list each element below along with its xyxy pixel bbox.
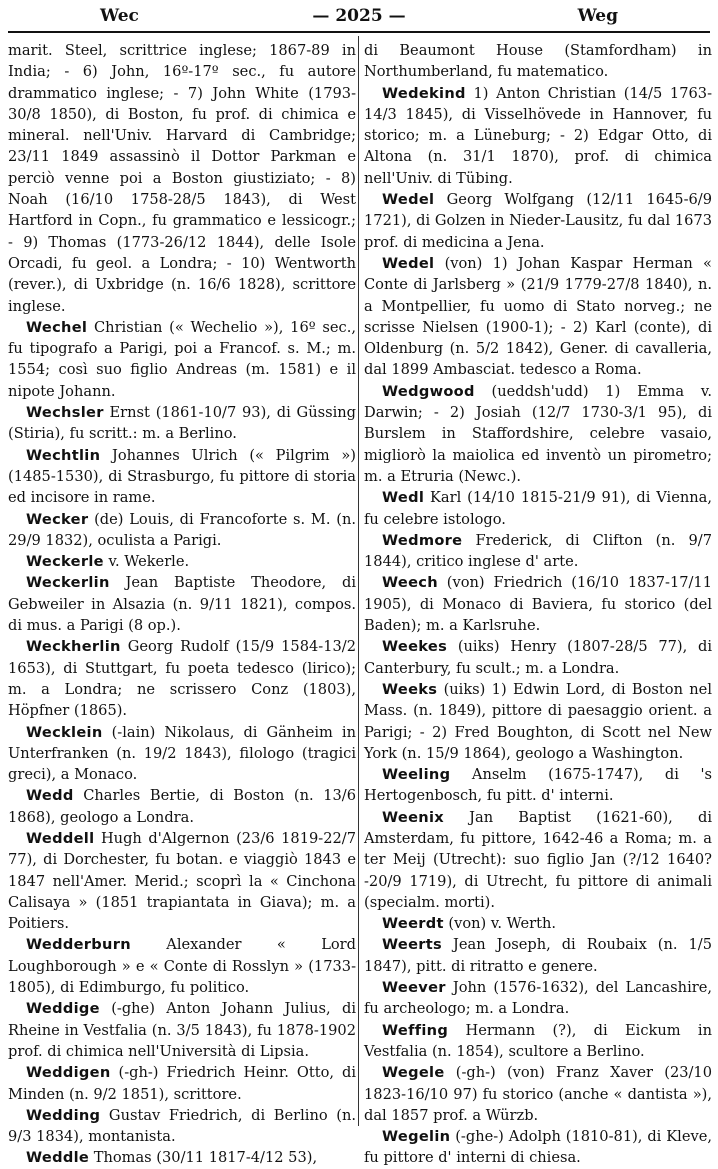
dictionary-entry xyxy=(8,785,356,828)
entry-headword: Weekes xyxy=(382,638,448,656)
dictionary-entry xyxy=(8,1062,356,1105)
entry-text: (von) v. Werth. xyxy=(443,915,557,933)
entry-text: Hermann (?), di Eickum in Vestfalia (n. 1854), scultore a Berlino. xyxy=(364,1021,712,1060)
entry-headword: Wedekind xyxy=(382,84,466,102)
entry-headword: Wechtlin xyxy=(26,446,101,464)
entry-text: 1) Anton Christian (14/5 1763-14/3 1845), di Visselhövede in Hannover, fu storico; m. a Lüneburg; - 2) Edgar Otto, di Altona (n. 31/1 1870), prof. di chimica nell'Univ. di Tübing. xyxy=(364,84,712,187)
entry-headword: Weech xyxy=(382,574,438,592)
entry-headword: Weenix xyxy=(382,808,444,826)
entry-headword: Wedgwood xyxy=(382,382,475,400)
entry-text: Alexander « Lord Loughborough » e « Conte di Rosslyn » (1733-1805), di Edimburgo, fu politico. xyxy=(8,936,356,997)
entry-headword: Weeks xyxy=(382,680,438,698)
entry-headword: Weddle xyxy=(26,1149,90,1167)
entry-text: Hugh d'Algernon (23/6 1819-22/7 77), di Dorchester, fu botan. e viaggiò 1843 e 1847 nell'Amer. Merid.; scoprì la « Cinchona Calisaya » (1851 trapiantata in Giava); m. a Poitiers. xyxy=(8,829,356,933)
page-header xyxy=(10,6,708,28)
entry-headword: Wedd xyxy=(26,787,74,805)
entry-headword: Weckerlin xyxy=(26,574,110,592)
entry-text: (-lain) Nikolaus, di Gänheim in Unterfranken (n. 19/2 1843), filologo (tragici greci), a Monaco. xyxy=(8,723,356,784)
dictionary-entry xyxy=(364,934,712,977)
dictionary-entry xyxy=(8,402,356,445)
header-rule xyxy=(8,31,710,33)
dictionary-entry xyxy=(8,445,356,509)
entry-text: (-gh-) Friedrich Heinr. Otto, di Minden (n. 9/2 1851), scrittore. xyxy=(8,1064,356,1103)
dictionary-entry xyxy=(8,828,356,934)
entry-text: Georg Rudolf (15/9 1584-13/2 1653), di Stuttgart, fu poeta tedesco (lirico); m. a Londra; ne scrissero Conz (1803), Höpfner (1865). xyxy=(8,638,356,720)
entry-headword: Wedl xyxy=(382,489,425,507)
dictionary-entry xyxy=(364,977,712,1020)
dictionary-entry xyxy=(364,253,712,381)
entry-text: (-ghe) Anton Johann Julius, di Rheine in Vestfalia (n. 3/5 1843), fu 1878-1902 prof. di chimica nell'Università di Lipsia. xyxy=(8,1000,356,1060)
entry-headword: Wechel xyxy=(26,318,88,336)
dictionary-entry xyxy=(364,40,712,83)
entry-text: Jean Joseph, di Roubaix (n. 1/5 1847), pitt. di ritratto e genere. xyxy=(364,936,712,975)
dictionary-entry xyxy=(364,83,712,189)
entry-headword: Weeling xyxy=(382,766,451,784)
dictionary-entry xyxy=(364,764,712,807)
entry-text: Thomas (30/11 1817-4/12 53), xyxy=(89,1149,318,1167)
entry-text: (de) Louis, di Francoforte s. M. (n. 29/9 1832), oculista a Parigi. xyxy=(8,510,356,549)
entry-text: (uiks) Henry (1807-28/5 77), di Canterbury, fu scult.; m. a Londra. xyxy=(364,638,712,677)
dictionary-entry xyxy=(364,1062,712,1126)
entry-text: Gustav Friedrich, di Berlino (n. 9/3 1834), montanista. xyxy=(8,1106,356,1146)
entry-headword: Wedderburn xyxy=(26,936,131,954)
entry-text: (-gh-) (von) Franz Xaver (23/10 1823-16/10 97) fu storico (anche « dantista »), dal 1857 prof. a Würzb. xyxy=(364,1064,712,1124)
dictionary-entry xyxy=(364,913,712,934)
entry-text: (von) Friedrich (16/10 1837-17/11 1905), di Monaco di Baviera, fu storico (del Baden); m. a Karlsruhe. xyxy=(364,574,712,635)
entry-headword: Weever xyxy=(382,979,446,997)
entry-text: (-ghe-) Adolph (1810-81), di Kleve, fu pittore d' interni di chiesa. xyxy=(364,1128,712,1167)
entry-text: di Beaumont House (Stamfordham) in Northumberland, fu matematico. xyxy=(364,42,712,81)
entry-text: Jean Baptiste Theodore, di Gebweiler in Alsazia (n. 9/11 1821), compos. di mus. a Parigi (8 op.). xyxy=(8,574,356,635)
dictionary-entry xyxy=(8,551,356,572)
entry-headword: Wecklein xyxy=(26,723,103,741)
entry-headword: Weckherlin xyxy=(26,638,121,656)
entry-text: (von) 1) Johan Kaspar Herman « Conte di Jarlsberg » (21/9 1779-27/8 1840), n. a Montpellier, fu uomo di Stato norveg.; ne scrisse Nielsen (1900-1); - 2) Karl (conte), di Oldenburg (n. 5/2 1842), Gener. di cavalleria, dal 1899 Ambasciat. tedesco a Roma. xyxy=(364,254,712,379)
entry-headword: Weerdt xyxy=(382,915,444,933)
header-right-guideword: Weg xyxy=(577,6,618,26)
entry-text: Frederick, di Clifton (n. 9/7 1844), critico inglese d' arte. xyxy=(364,531,712,571)
entry-text: Johannes Ulrich (« Pilgrim ») (1485-1530), di Strasburgo, fu pittore di storia ed incisore in rame. xyxy=(8,446,356,507)
entry-text: marit. Steel, scrittrice inglese; 1867-89 in India; - 6) John, 16º-17º sec., fu autore drammatico inglese; - 7) John White (1793-30/8 1850), di Boston, fu prof. di chimica e mineral. nell'Univ. Harvard di Cambridge; 23/11 1849 assassinò il Dottor Parkman e perciò venne poi a Boston giustiziato; - 8) Noah (16/10 1758-28/5 1843), di West Hartford in Copn., fu grammatico e lessicogr.; - 9) Thomas (1773-26/12 1844), delle Isole Orcadi, fu geol. a Londra; - 10) Wentworth (rever.), di Uxbridge (n. 16/6 1828), scrittore inglese. xyxy=(8,42,356,315)
dictionary-entry xyxy=(8,572,356,636)
dictionary-entry xyxy=(8,317,356,402)
dictionary-entry xyxy=(8,934,356,998)
dictionary-entry xyxy=(8,722,356,786)
entry-text: Georg Wolfgang (12/11 1645-6/9 1721), di Golzen in Nieder-Lausitz, fu dal 1673 prof. di medicina a Jena. xyxy=(364,191,712,251)
entry-text: Ernst (1861-10/7 93), di Güssing (Stiria), fu scritt.: m. a Berlino. xyxy=(8,404,356,443)
dictionary-entry xyxy=(8,509,356,552)
entry-headword: Wegele xyxy=(382,1064,445,1082)
entry-headword: Weddige xyxy=(26,1000,100,1018)
dictionary-entry xyxy=(364,530,712,573)
entry-headword: Weerts xyxy=(382,936,443,954)
header-left-guideword: Wec xyxy=(100,6,139,26)
dictionary-entry xyxy=(8,998,356,1062)
dictionary-entry xyxy=(8,1147,356,1168)
dictionary-entry xyxy=(8,636,356,721)
entry-text: Karl (14/10 1815-21/9 91), di Vienna, fu celebre istologo. xyxy=(364,489,712,528)
entry-headword: Wedding xyxy=(26,1106,101,1124)
entry-headword: Wechsler xyxy=(26,404,104,422)
entry-text: Christian (« Wechelio »), 16º sec., fu tipografo a Parigi, poi a Francof. s. M.; m. 1554; così suo figlio Andreas (m. 1581) e il nipote Johann. xyxy=(8,318,356,400)
entry-headword: Weddigen xyxy=(26,1064,111,1082)
dictionary-entry xyxy=(364,572,712,636)
entry-text: (uiks) 1) Edwin Lord, di Boston nel Mass. (n. 1849), pittore di paesaggio orient. a Parigi; - 2) Fred Boughton, di Scott nel New York (n. 15/9 1864), geologo a Washington. xyxy=(364,680,712,762)
right-column xyxy=(364,40,712,1169)
dictionary-entry xyxy=(364,807,712,913)
entry-headword: Wedel xyxy=(382,254,435,272)
entry-text: v. Wekerle. xyxy=(103,553,190,571)
entry-headword: Wegelin xyxy=(382,1128,451,1146)
entry-headword: Weckerle xyxy=(26,553,104,571)
entry-text: John (1576-1632), del Lancashire, fu archeologo; m. a Londra. xyxy=(364,979,712,1018)
dictionary-entry xyxy=(364,381,712,487)
entry-text: Charles Bertie, di Boston (n. 13/6 1868), geologo a Londra. xyxy=(8,787,356,826)
entry-text: Anselm (1675-1747), di 's Hertogenbosch, fu pitt. d' interni. xyxy=(364,766,712,805)
entry-headword: Wedel xyxy=(382,191,435,209)
dictionary-entry xyxy=(8,1105,356,1148)
entry-headword: Weffing xyxy=(382,1021,449,1039)
entry-headword: Wedmore xyxy=(382,531,463,549)
entry-text: (ueddsh'udd) 1) Emma v. Darwin; - 2) Josiah (12/7 1730-3/1 95), di Burslem in Staffordshire, celebre vasaio, migliorò la maiolica ed inventò un pirometro; m. a Etruria (Newc.). xyxy=(364,382,712,485)
entry-text: Jan Baptist (1621-60), di Amsterdam, fu pittore, 1642-46 a Roma; m. a ter Meij (Utrecht): suo figlio Jan (?/12 1640?-20/9 1719), di Utrecht, fu pittore di animali (specialm. morti). xyxy=(364,808,712,911)
column-divider xyxy=(358,36,359,1126)
entry-headword: Wecker xyxy=(26,510,89,528)
dictionary-entry xyxy=(8,40,356,317)
dictionary-entry xyxy=(364,636,712,679)
entry-headword: Weddell xyxy=(26,829,95,847)
dictionary-entry xyxy=(364,189,712,253)
page-number: — 2025 — xyxy=(312,6,406,26)
dictionary-entry xyxy=(364,1020,712,1063)
dictionary-entry xyxy=(364,679,712,764)
left-column xyxy=(8,40,356,1169)
dictionary-entry xyxy=(364,487,712,530)
